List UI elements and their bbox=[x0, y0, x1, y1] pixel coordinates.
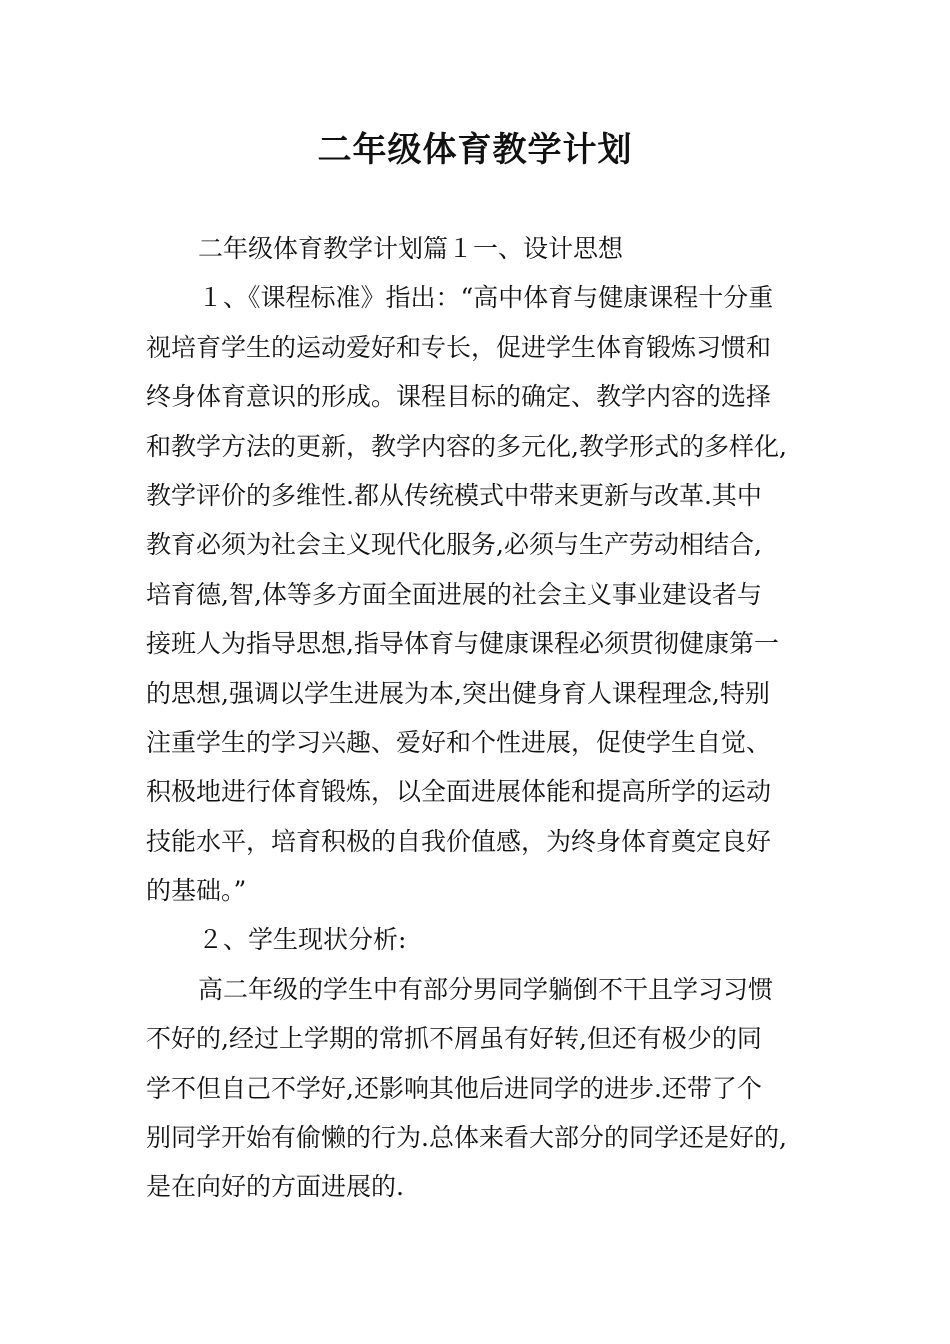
paragraph-line: 不好的,经过上学期的常抓不屑虽有好转,但还有极少的同 bbox=[146, 1024, 762, 1054]
paragraph-line: 技能水平，培育积极的自我价值感，为终身体育奠定良好 bbox=[146, 826, 772, 856]
paragraph-line: 别同学开始有偷懒的行为.总体来看大部分的同学还是好的, bbox=[146, 1123, 787, 1153]
paragraph-line: 高二年级的学生中有部分男同学躺倒不干且学习习惯 bbox=[198, 974, 774, 1004]
paragraph-line: 终身体育意识的形成。课程目标的确定、教学内容的选择 bbox=[146, 382, 772, 412]
paragraph-line: １、《课程标准》指出：“高中体育与健康课程十分重 bbox=[198, 283, 774, 313]
paragraph-line: 的基础。” bbox=[146, 876, 247, 906]
paragraph-line: 教学评价的多维性.都从传统模式中带来更新与改革.其中 bbox=[146, 480, 762, 510]
paragraph-line: 视培育学生的运动爱好和专长，促进学生体育锻炼习惯和 bbox=[146, 332, 772, 362]
paragraph-line: 接班人为指导思想,指导体育与健康课程必须贯彻健康第一 bbox=[146, 629, 779, 659]
paragraph-line: 学不但自己不学好,还影响其他后进同学的进步.还带了个 bbox=[146, 1073, 762, 1103]
paragraph-line: 的思想,强调以学生进展为本,突出健身育人课程理念,特别 bbox=[146, 678, 770, 708]
paragraph-line: 教育必须为社会主义现代化服务,必须与生产劳动相结合, bbox=[146, 530, 762, 560]
document-title: 二年级体育教学计划 bbox=[317, 130, 633, 170]
paragraph-line: 和教学方法的更新，教学内容的多元化,教学形式的多样化, bbox=[146, 431, 787, 461]
paragraph-line: 二年级体育教学计划篇１一、设计思想 bbox=[198, 234, 624, 263]
paragraph-line: 注重学生的学习兴趣、爱好和个性进展，促使学生自觉、 bbox=[146, 727, 772, 757]
document-body bbox=[146, 224, 814, 1212]
section-heading: ２、学生现状分析: bbox=[198, 925, 407, 955]
paragraph-line: 积极地进行体育锻炼，以全面进展体能和提高所学的运动 bbox=[146, 777, 772, 807]
paragraph-line: 培育德,智,体等多方面全面进展的社会主义事业建设者与 bbox=[146, 579, 762, 609]
paragraph-line: 是在向好的方面进展的. bbox=[146, 1172, 404, 1202]
